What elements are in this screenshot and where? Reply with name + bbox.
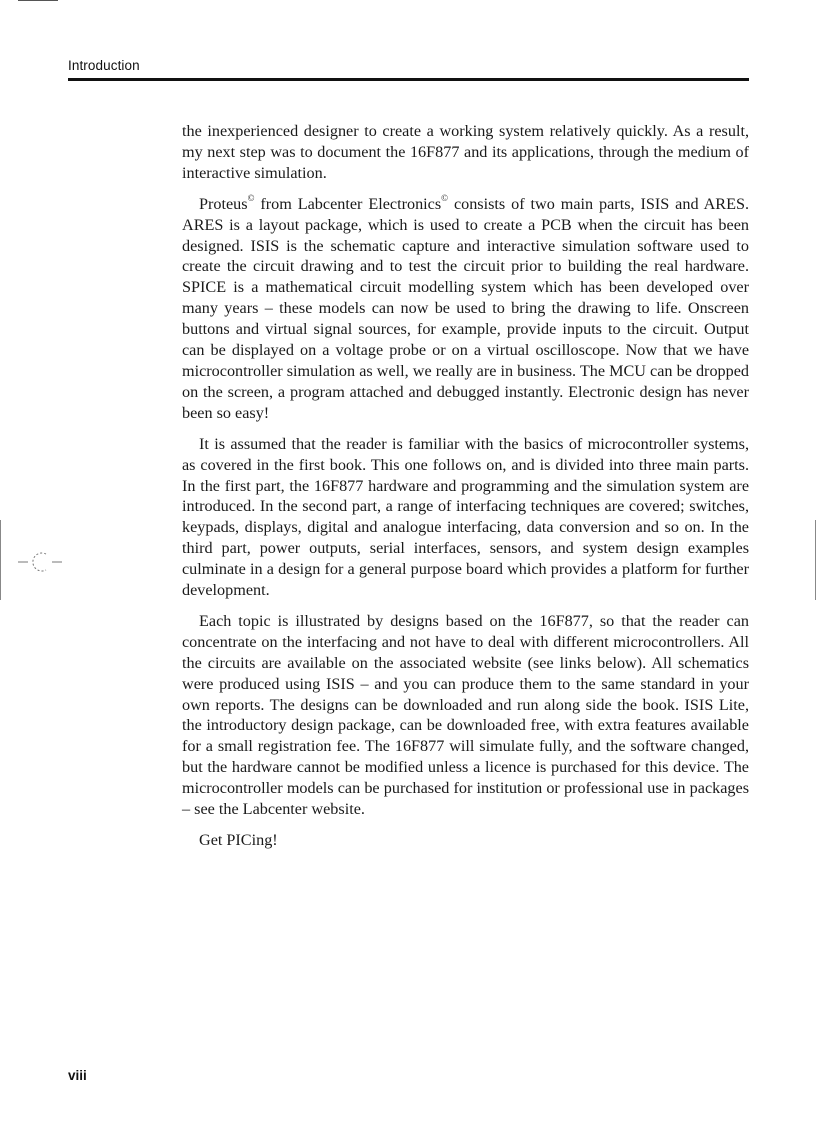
page-number: viii xyxy=(68,1068,87,1083)
margin-line-left xyxy=(0,520,1,600)
labcenter-text: from Labcenter Electronics xyxy=(254,194,442,213)
paragraph-2 xyxy=(182,194,749,424)
crop-mark xyxy=(18,0,58,1)
paragraph-5: Get PICing! xyxy=(199,831,278,849)
registration-mark-icon xyxy=(16,549,64,575)
body-text xyxy=(182,121,749,861)
paragraph-1: the inexperienced designer to create a working system relatively quickly. As a result, my next step was to document the 16F877 and its applications, through the medium of interactive simulation. xyxy=(182,122,749,182)
copyright-symbol: © xyxy=(247,193,255,204)
paragraph-4: Each topic is illustrated by designs based on the 16F877, so that the reader can concentrate on the interfacing and not have to deal with different microcontrollers. All the circuits are available on the associated website (see links below). All schematics were produced using ISIS – and you can produce them to the same standard in your own reports. The designs can be downloaded and run along side the book. ISIS Lite, the introductory design package, can be downloaded free, with extra features available for a small registration fee. The 16F877 will simulate fully, and the software changed, but the hardware cannot be modified unless a licence is purchased for this device. The microcontroller models can be purchased for institution or professional use in packages – see the Labcenter website. xyxy=(182,611,749,819)
paragraph-2-body: consists of two main parts, ISIS and ARES. ARES is a layout package, which is used to create a PCB when the circuit has been designed. ISIS is the schematic capture and interactive simulation software used to create the circuit drawing and to test the circuit prior to building the real hardware. SPICE is a mathematical circuit modelling system which has been developed over many years – these models can now be used to bring the drawing to life. Onscreen buttons and virtual signal sources, for example, provide inputs to the circuit. Output can be displayed on a voltage probe or on a virtual oscilloscope. Now that we have microcontroller simulation as well, we really are in business. The MCU can be dropped on the screen, a program attached and debugged instantly. Electronic design has never been so easy! xyxy=(182,194,750,422)
proteus-text: Proteus xyxy=(199,194,248,213)
paragraph-3: It is assumed that the reader is familiar with the basics of microcontroller systems, as covered in the first book. This one follows on, and is divided into three main parts. In the first part, the 16F877 hardware and programming and the simulation system are introduced. In the second part, a range of interfacing techniques are covered; switches, keypads, displays, digital and analogue interfacing, data conversion and so on. In the third part, power outputs, serial interfaces, sensors, and system design examples culminate in a design for a general purpose board which provides a platform for further development. xyxy=(182,434,749,600)
header-rule xyxy=(68,78,749,81)
running-header-title: Introduction xyxy=(68,58,140,73)
copyright-symbol: © xyxy=(441,193,449,204)
